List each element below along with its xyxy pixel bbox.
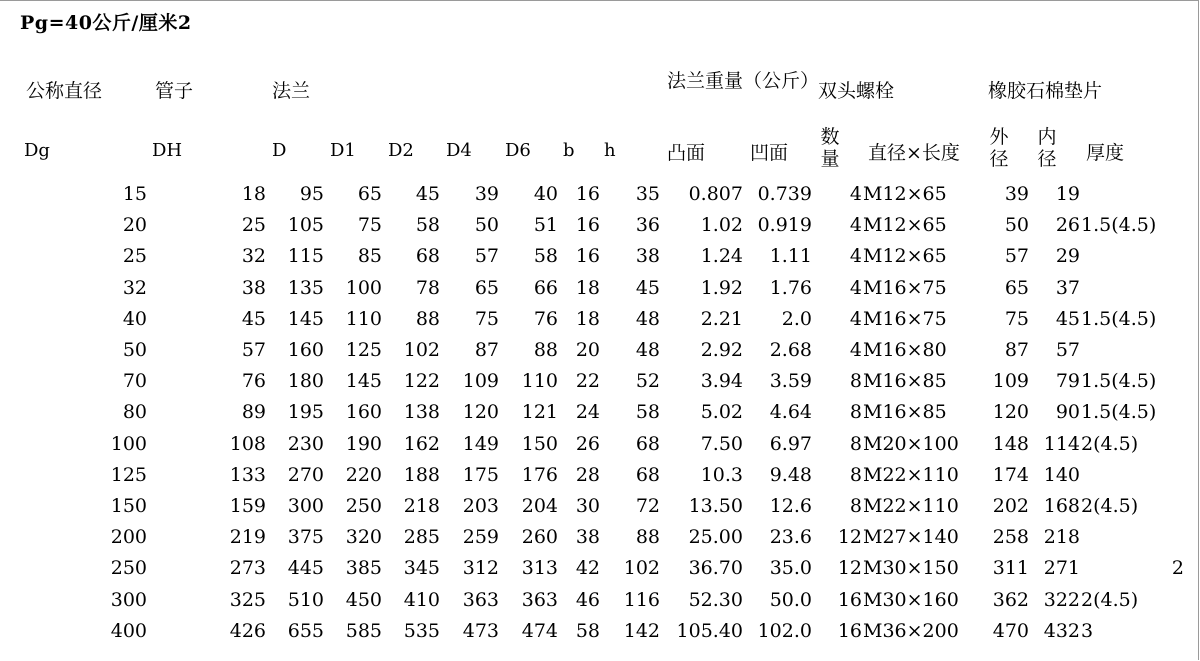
- cell-dg: 200: [110, 526, 147, 549]
- cell-d1: 110: [345, 307, 382, 330]
- cell-bolt-quantity: 12: [837, 557, 862, 580]
- cell-weight-raised: 52.30: [688, 588, 743, 611]
- cell-d1: 145: [345, 370, 382, 393]
- subheader-dh: DH: [152, 140, 183, 161]
- cell-gasket-od: 57: [1004, 245, 1029, 268]
- cell-d2: 535: [403, 619, 440, 642]
- subheader-quantity: 数量: [820, 126, 840, 170]
- cell-weight-recessed: 35.0: [769, 557, 812, 580]
- cell-gasket-id: 271: [1043, 557, 1080, 580]
- cell-gasket-id: 79: [1055, 370, 1080, 393]
- cell-dh: 133: [229, 463, 266, 486]
- cell-gasket-id: 37: [1055, 276, 1080, 299]
- cell-gasket-id: 168: [1043, 495, 1080, 517]
- cell-b: 30: [575, 495, 600, 517]
- cell-dg: 250: [110, 557, 147, 580]
- header-flange-weight: 法兰重量（公斤）: [667, 70, 820, 92]
- table-row: [0, 244, 1200, 276]
- cell-d1: 320: [345, 526, 382, 549]
- subheader-dg: Dg: [24, 140, 50, 161]
- cell-d2: 58: [415, 214, 440, 237]
- cell-d2: 218: [403, 495, 440, 517]
- cell-d: 655: [287, 619, 324, 642]
- cell-gasket-thickness: 1.5(4.5): [1081, 214, 1157, 237]
- cell-d4: 50: [474, 214, 499, 237]
- cell-bolt-size: M27×140: [863, 526, 959, 549]
- cell-bolt-quantity: 8: [849, 432, 862, 455]
- cell-weight-raised: 2.21: [700, 307, 743, 330]
- cell-d4: 259: [462, 526, 499, 549]
- table-row: [0, 182, 1200, 214]
- cell-dh: 89: [241, 401, 266, 424]
- cell-gasket-id: 90: [1055, 401, 1080, 424]
- cell-b: 22: [575, 370, 600, 393]
- cell-d1: 125: [345, 339, 382, 361]
- cell-d4: 109: [462, 370, 499, 393]
- cell-weight-recessed: 3.59: [769, 370, 812, 393]
- cell-weight-recessed: 4.64: [769, 401, 812, 424]
- cell-d1: 85: [357, 245, 382, 268]
- cell-dh: 325: [229, 588, 266, 611]
- cell-gasket-id: 432: [1043, 619, 1080, 642]
- cell-b: 26: [575, 432, 600, 455]
- cell-bolt-quantity: 8: [849, 495, 862, 517]
- cell-h: 45: [635, 276, 660, 299]
- cell-h: 36: [635, 214, 660, 237]
- cell-d6: 176: [521, 463, 558, 486]
- cell-gasket-od: 258: [992, 526, 1029, 549]
- cell-weight-recessed: 2.68: [769, 339, 812, 361]
- cell-gasket-od: 87: [1004, 339, 1029, 361]
- cell-bolt-size: M16×85: [863, 370, 947, 393]
- cell-bolt-size: M12×65: [863, 183, 947, 205]
- cell-d: 445: [287, 557, 324, 580]
- cell-weight-raised: 105.40: [676, 619, 743, 642]
- cell-bolt-quantity: 8: [849, 370, 862, 393]
- cell-weight-raised: 25.00: [688, 526, 743, 549]
- table-row: [0, 338, 1200, 370]
- cell-d: 195: [287, 401, 324, 424]
- cell-weight-raised: 3.94: [700, 370, 743, 393]
- subheader-d1: D1: [330, 140, 356, 161]
- cell-weight-recessed: 1.76: [769, 276, 812, 299]
- cell-h: 35: [635, 183, 660, 205]
- table-row: [0, 619, 1200, 651]
- table-row: [0, 213, 1200, 245]
- cell-b: 18: [575, 307, 600, 330]
- cell-gasket-id: 19: [1055, 183, 1080, 205]
- cell-weight-recessed: 9.48: [769, 463, 812, 486]
- cell-d1: 220: [345, 463, 382, 486]
- cell-b: 16: [575, 245, 600, 268]
- cell-b: 20: [575, 339, 600, 361]
- cell-d: 375: [287, 526, 324, 549]
- cell-gasket-id: 218: [1043, 526, 1080, 549]
- cell-gasket-od: 65: [1004, 276, 1029, 299]
- cell-d6: 51: [533, 214, 558, 237]
- table-row: [0, 463, 1200, 495]
- cell-d2: 285: [403, 526, 440, 549]
- cell-h: 48: [635, 339, 660, 361]
- cell-weight-raised: 0.807: [688, 183, 743, 205]
- cell-d4: 203: [462, 495, 499, 517]
- cell-dh: 25: [241, 214, 266, 237]
- cell-dh: 32: [241, 245, 266, 268]
- table-row: [0, 432, 1200, 464]
- cell-weight-recessed: 23.6: [769, 526, 812, 549]
- cell-weight-raised: 1.92: [700, 276, 743, 299]
- cell-dh: 76: [241, 370, 266, 393]
- cell-weight-recessed: 102.0: [757, 619, 812, 642]
- cell-d6: 474: [521, 619, 558, 642]
- cell-d2: 45: [415, 183, 440, 205]
- cell-gasket-id: 45: [1055, 307, 1080, 330]
- cell-b: 42: [575, 557, 600, 580]
- cell-dg: 125: [110, 463, 147, 486]
- cell-gasket-id: 29: [1055, 245, 1080, 268]
- subheader-b: b: [563, 140, 575, 161]
- cell-d4: 149: [462, 432, 499, 455]
- cell-weight-raised: 2.92: [700, 339, 743, 361]
- cell-d1: 585: [345, 619, 382, 642]
- subheader-d6: D6: [505, 140, 531, 161]
- cell-dg: 400: [110, 619, 147, 642]
- table-row: [0, 525, 1200, 557]
- cell-d6: 363: [521, 588, 558, 611]
- cell-d6: 58: [533, 245, 558, 268]
- cell-gasket-od: 362: [992, 588, 1029, 611]
- cell-b: 38: [575, 526, 600, 549]
- cell-gasket-thickness: 1.5(4.5): [1081, 401, 1157, 424]
- cell-gasket-thickness: 2(4.5): [1081, 432, 1139, 455]
- cell-d: 115: [287, 245, 324, 268]
- cell-dg: 32: [122, 276, 147, 299]
- cell-d4: 87: [474, 339, 499, 361]
- cell-h: 88: [635, 526, 660, 549]
- subheader-d: D: [272, 140, 287, 161]
- cell-d4: 120: [462, 401, 499, 424]
- cell-h: 38: [635, 245, 660, 268]
- cell-d: 510: [287, 588, 324, 611]
- cell-weight-recessed: 0.739: [757, 183, 812, 205]
- cell-d4: 363: [462, 588, 499, 611]
- cell-d6: 204: [521, 495, 558, 517]
- cell-h: 48: [635, 307, 660, 330]
- cell-gasket-od: 202: [992, 495, 1029, 517]
- cell-d6: 66: [533, 276, 558, 299]
- cell-gasket-id: 114: [1043, 432, 1080, 455]
- cell-h: 58: [635, 401, 660, 424]
- cell-d: 105: [287, 214, 324, 237]
- cell-h: 72: [635, 495, 660, 517]
- cell-d1: 250: [345, 495, 382, 517]
- cell-bolt-quantity: 8: [849, 463, 862, 486]
- cell-dg: 50: [122, 339, 147, 361]
- cell-d4: 57: [474, 245, 499, 268]
- cell-b: 18: [575, 276, 600, 299]
- cell-d4: 75: [474, 307, 499, 330]
- cell-bolt-size: M30×160: [863, 588, 959, 611]
- cell-b: 16: [575, 214, 600, 237]
- cell-gasket-thickness: 2(4.5): [1081, 588, 1139, 611]
- cell-weight-recessed: 50.0: [769, 588, 812, 611]
- table-row: [0, 307, 1200, 339]
- header-flange: 法兰: [272, 80, 311, 102]
- header-pipe: 管子: [155, 80, 194, 102]
- cell-d4: 473: [462, 619, 499, 642]
- cell-d4: 39: [474, 183, 499, 205]
- cell-bolt-size: M16×75: [863, 307, 947, 330]
- subheader-thickness: 厚度: [1086, 142, 1125, 164]
- cell-weight-recessed: 0.919: [757, 214, 812, 237]
- cell-weight-raised: 10.3: [700, 463, 743, 486]
- cell-gasket-thickness: 2(4.5): [1081, 495, 1139, 517]
- subheader-h: h: [604, 140, 616, 161]
- cell-bolt-quantity: 4: [849, 214, 862, 237]
- cell-gasket-od: 75: [1004, 307, 1029, 330]
- cell-d1: 65: [357, 183, 382, 205]
- cell-weight-recessed: 1.11: [769, 245, 812, 268]
- cell-weight-raised: 1.02: [700, 214, 743, 237]
- cell-bolt-quantity: 8: [849, 401, 862, 424]
- cell-dh: 18: [241, 183, 266, 205]
- subheader-d4: D4: [446, 140, 472, 161]
- cell-dg: 20: [122, 214, 147, 237]
- table-row: [0, 276, 1200, 308]
- cell-b: 16: [575, 183, 600, 205]
- table-row: [0, 494, 1200, 526]
- subheader-d2: D2: [388, 140, 414, 161]
- cell-weight-raised: 36.70: [688, 557, 743, 580]
- cell-h: 142: [623, 619, 660, 642]
- cell-gasket-id: 322: [1043, 588, 1080, 611]
- table-row: [0, 588, 1200, 620]
- cell-bolt-size: M36×200: [863, 619, 959, 642]
- cell-bolt-size: M22×110: [863, 463, 959, 486]
- cell-gasket-od: 311: [992, 557, 1029, 580]
- cell-dg: 300: [110, 588, 147, 611]
- cell-gasket-id: 57: [1055, 339, 1080, 361]
- cell-gasket-od: 470: [992, 619, 1029, 642]
- cell-d2: 88: [415, 307, 440, 330]
- cell-bolt-size: M16×80: [863, 339, 947, 361]
- cell-gasket-thickness-extra: 2: [1171, 557, 1184, 580]
- cell-dh: 426: [229, 619, 266, 642]
- cell-bolt-quantity: 4: [849, 307, 862, 330]
- cell-d: 300: [287, 495, 324, 517]
- cell-d2: 102: [403, 339, 440, 361]
- cell-dh: 57: [241, 339, 266, 361]
- cell-bolt-quantity: 16: [837, 619, 862, 642]
- cell-b: 58: [575, 619, 600, 642]
- cell-dg: 150: [110, 495, 147, 517]
- cell-dg: 40: [122, 307, 147, 330]
- header-nominal-diameter: 公称直径: [26, 80, 103, 102]
- subheader-diameter-length: 直径×长度: [868, 142, 960, 164]
- cell-d1: 160: [345, 401, 382, 424]
- cell-d6: 150: [521, 432, 558, 455]
- table-title: Pg=40公斤/厘米2: [20, 12, 192, 34]
- cell-d4: 312: [462, 557, 499, 580]
- cell-bolt-size: M30×150: [863, 557, 959, 580]
- cell-d2: 345: [403, 557, 440, 580]
- cell-dg: 15: [122, 183, 147, 205]
- cell-d1: 190: [345, 432, 382, 455]
- cell-d1: 75: [357, 214, 382, 237]
- cell-gasket-id: 140: [1043, 463, 1080, 486]
- cell-bolt-quantity: 4: [849, 339, 862, 361]
- table-row: [0, 400, 1200, 432]
- cell-gasket-thickness: 1.5(4.5): [1081, 370, 1157, 393]
- subheader-outer-diameter: 外径: [989, 126, 1009, 170]
- cell-bolt-quantity: 16: [837, 588, 862, 611]
- cell-dh: 159: [229, 495, 266, 517]
- cell-d2: 78: [415, 276, 440, 299]
- cell-gasket-od: 50: [1004, 214, 1029, 237]
- cell-bolt-size: M12×65: [863, 214, 947, 237]
- cell-dg: 70: [122, 370, 147, 393]
- cell-weight-recessed: 2.0: [781, 307, 812, 330]
- cell-d: 180: [287, 370, 324, 393]
- cell-bolt-quantity: 12: [837, 526, 862, 549]
- table-row: [0, 369, 1200, 401]
- cell-gasket-od: 39: [1004, 183, 1029, 205]
- cell-bolt-size: M16×75: [863, 276, 947, 299]
- cell-d4: 65: [474, 276, 499, 299]
- cell-bolt-size: M22×110: [863, 495, 959, 517]
- cell-d6: 40: [533, 183, 558, 205]
- cell-bolt-size: M12×65: [863, 245, 947, 268]
- cell-d2: 410: [403, 588, 440, 611]
- cell-d6: 121: [521, 401, 558, 424]
- cell-bolt-quantity: 4: [849, 245, 862, 268]
- cell-dh: 108: [229, 432, 266, 455]
- cell-h: 116: [623, 588, 660, 611]
- cell-d2: 138: [403, 401, 440, 424]
- cell-bolt-quantity: 4: [849, 276, 862, 299]
- cell-dh: 273: [229, 557, 266, 580]
- cell-d1: 450: [345, 588, 382, 611]
- cell-b: 46: [575, 588, 600, 611]
- cell-b: 28: [575, 463, 600, 486]
- cell-d1: 385: [345, 557, 382, 580]
- cell-gasket-od: 109: [992, 370, 1029, 393]
- cell-dh: 45: [241, 307, 266, 330]
- cell-d2: 122: [403, 370, 440, 393]
- cell-bolt-size: M20×100: [863, 432, 959, 455]
- cell-h: 68: [635, 432, 660, 455]
- cell-bolt-quantity: 4: [849, 183, 862, 205]
- cell-gasket-thickness: 1.5(4.5): [1081, 307, 1157, 330]
- cell-b: 24: [575, 401, 600, 424]
- cell-weight-recessed: 12.6: [769, 495, 812, 517]
- table-row: [0, 556, 1200, 588]
- cell-d: 270: [287, 463, 324, 486]
- cell-gasket-od: 174: [992, 463, 1029, 486]
- cell-dg: 100: [110, 432, 147, 455]
- cell-dh: 219: [229, 526, 266, 549]
- cell-dh: 38: [241, 276, 266, 299]
- cell-d: 135: [287, 276, 324, 299]
- cell-gasket-thickness: 3: [1081, 619, 1094, 642]
- subheader-inner-diameter: 内径: [1037, 126, 1057, 170]
- cell-d2: 162: [403, 432, 440, 455]
- cell-dg: 25: [122, 245, 147, 268]
- cell-d6: 76: [533, 307, 558, 330]
- header-stud-bolt: 双头螺栓: [818, 80, 895, 102]
- cell-d1: 100: [345, 276, 382, 299]
- cell-d4: 175: [462, 463, 499, 486]
- cell-gasket-od: 148: [992, 432, 1029, 455]
- header-gasket: 橡胶石棉垫片: [988, 80, 1103, 102]
- cell-d6: 260: [521, 526, 558, 549]
- cell-d2: 68: [415, 245, 440, 268]
- cell-d: 230: [287, 432, 324, 455]
- subheader-raised-face: 凸面: [667, 142, 706, 164]
- cell-h: 52: [635, 370, 660, 393]
- cell-d6: 313: [521, 557, 558, 580]
- cell-d: 160: [287, 339, 324, 361]
- cell-h: 102: [623, 557, 660, 580]
- cell-weight-raised: 7.50: [700, 432, 743, 455]
- cell-weight-raised: 13.50: [688, 495, 743, 517]
- cell-h: 68: [635, 463, 660, 486]
- cell-weight-raised: 5.02: [700, 401, 743, 424]
- cell-bolt-size: M16×85: [863, 401, 947, 424]
- cell-weight-recessed: 6.97: [769, 432, 812, 455]
- cell-d: 95: [299, 183, 324, 205]
- cell-d: 145: [287, 307, 324, 330]
- cell-gasket-id: 26: [1055, 214, 1080, 237]
- cell-d6: 88: [533, 339, 558, 361]
- subheader-recessed-face: 凹面: [750, 142, 789, 164]
- cell-gasket-od: 120: [992, 401, 1029, 424]
- cell-d2: 188: [403, 463, 440, 486]
- cell-d6: 110: [521, 370, 558, 393]
- cell-dg: 80: [122, 401, 147, 424]
- cell-weight-raised: 1.24: [700, 245, 743, 268]
